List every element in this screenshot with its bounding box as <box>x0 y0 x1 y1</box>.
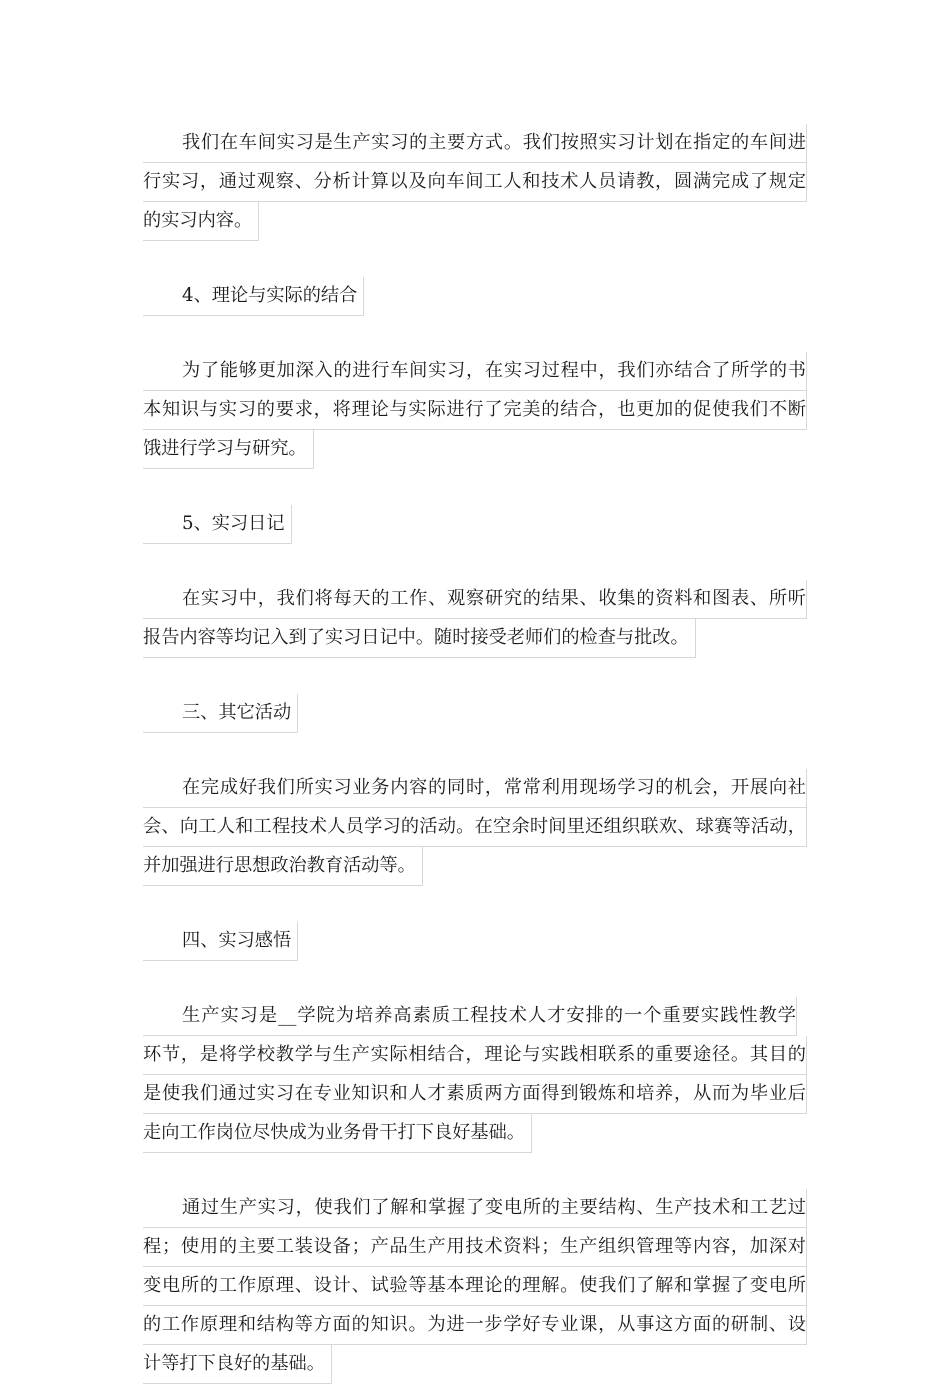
text-line: 并加强进行思想政治教育活动等。 <box>143 847 423 886</box>
text-line: 本知识与实习的要求，将理论与实际进行了完美的结合，也更加的促使我们不断 <box>143 391 807 430</box>
text-line: 我们在车间实习是生产实习的主要方式。我们按照实习计划在指定的车间进 <box>143 124 807 163</box>
text-line: 在完成好我们所实习业务内容的同时，常常利用现场学习的机会，开展向社 <box>143 769 807 808</box>
text-line: 是使我们通过实习在专业知识和人才素质两方面得到锻炼和培养，从而为毕业后 <box>143 1075 807 1114</box>
heading-other-activities <box>143 694 807 733</box>
paragraph-substation-knowledge <box>143 1189 807 1384</box>
text-line: 程；使用的主要工装设备；产品生产用技术资料；生产组织管理等内容，加深对 <box>143 1228 807 1267</box>
section-heading: 三、其它活动 <box>143 694 298 733</box>
text-line: 报告内容等均记入到了实习日记中。随时接受老师们的检查与批改。 <box>143 619 696 658</box>
paragraph-workshop-practice <box>143 124 807 241</box>
section-heading: 4、理论与实际的结合 <box>143 277 364 316</box>
text-line: 环节，是将学校教学与生产实际相结合，理论与实践相联系的重要途径。其目的 <box>143 1036 807 1075</box>
text-line: 生产实习是__学院为培养高素质工程技术人才安排的一个重要实践性教学 <box>143 997 797 1036</box>
text-line: 的实习内容。 <box>143 202 259 241</box>
text-line: 通过生产实习，使我们了解和掌握了变电所的主要结构、生产技术和工艺过 <box>143 1189 807 1228</box>
document-body <box>143 124 807 1384</box>
heading-theory-practice <box>143 277 807 316</box>
text-line: 会、向工人和工程技术人员学习的活动。在空余时间里还组织联欢、球赛等活动， <box>143 808 807 847</box>
text-line: 行实习，通过观察、分析计算以及向车间工人和技术人员请教，圆满完成了规定 <box>143 163 807 202</box>
text-line: 为了能够更加深入的进行车间实习，在实习过程中，我们亦结合了所学的书 <box>143 352 807 391</box>
text-line: 饿进行学习与研究。 <box>143 430 314 469</box>
heading-diary <box>143 505 807 544</box>
text-line: 计等打下良好的基础。 <box>143 1345 332 1384</box>
section-heading: 5、实习日记 <box>143 505 292 544</box>
paragraph-reflections <box>143 997 807 1153</box>
section-heading: 四、实习感悟 <box>143 922 298 961</box>
paragraph-other-activities <box>143 769 807 886</box>
text-line: 的工作原理和结构等方面的知识。为进一步学好专业课，从事这方面的研制、设 <box>143 1306 807 1345</box>
text-line: 在实习中，我们将每天的工作、观察研究的结果、收集的资料和图表、所听 <box>143 580 807 619</box>
text-line: 变电所的工作原理、设计、试验等基本理论的理解。使我们了解和掌握了变电所 <box>143 1267 807 1306</box>
paragraph-theory-practice <box>143 352 807 469</box>
heading-reflections <box>143 922 807 961</box>
paragraph-diary <box>143 580 807 658</box>
text-line: 走向工作岗位尽快成为业务骨干打下良好基础。 <box>143 1114 532 1153</box>
